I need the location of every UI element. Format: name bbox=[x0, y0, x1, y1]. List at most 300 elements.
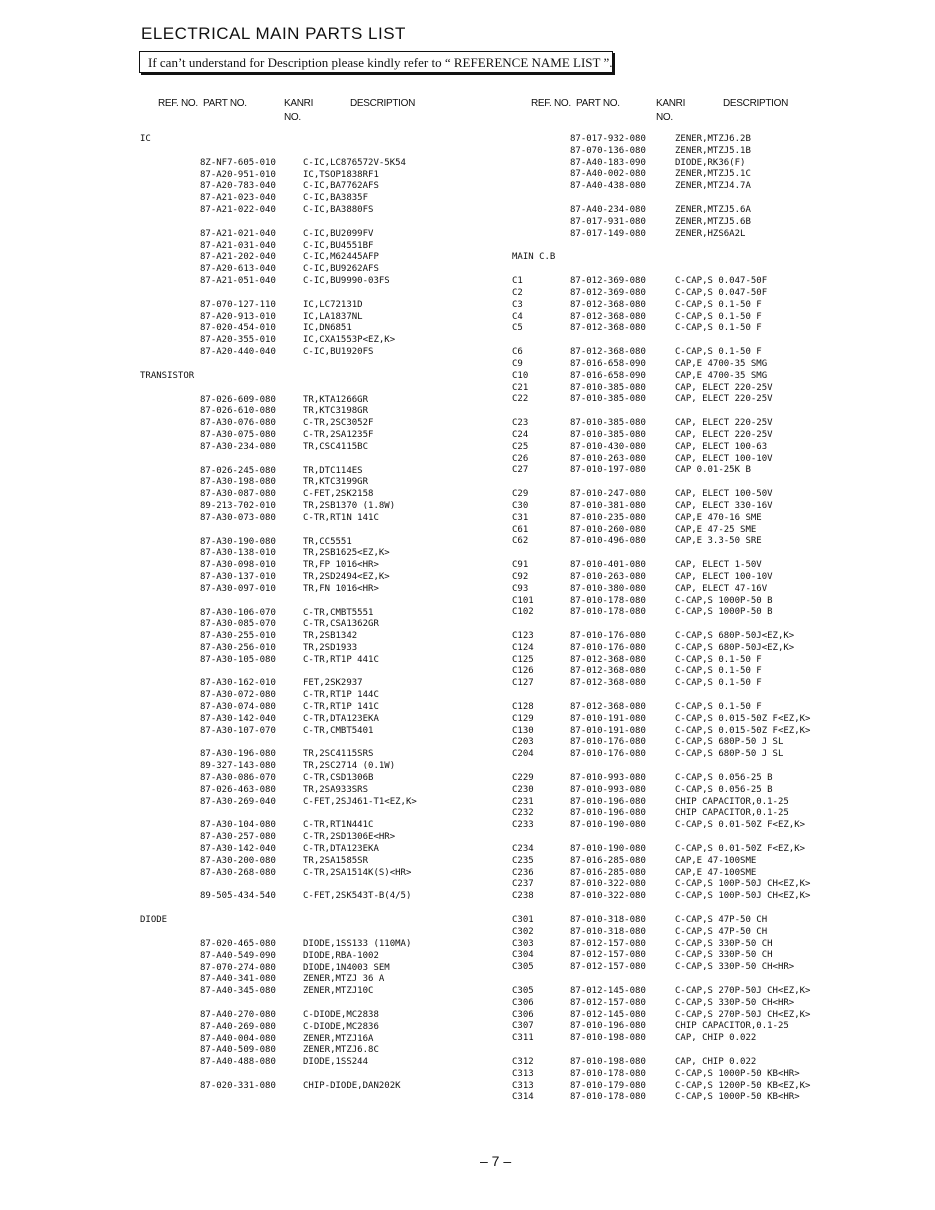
ref-no: C129 bbox=[512, 713, 534, 724]
part-row bbox=[512, 1057, 912, 1069]
description: IC,LA1837NL bbox=[303, 311, 363, 322]
description: ZENER,MTZJ6.2B bbox=[675, 134, 751, 144]
description: CAP, ELECT 1-50V bbox=[675, 560, 762, 571]
description: CAP,E 47-100SME bbox=[675, 867, 757, 878]
part-row bbox=[140, 264, 470, 276]
part-row bbox=[140, 205, 470, 217]
part-no: 87-A30-098-010 bbox=[200, 560, 276, 571]
part-no: 87-A20-355-010 bbox=[200, 335, 276, 346]
description: TR,2SD1933 bbox=[303, 642, 358, 653]
section-heading: TRANSISTOR bbox=[140, 370, 195, 381]
part-no: 87-010-176-080 bbox=[570, 631, 646, 642]
part-no: 87-010-385-080 bbox=[570, 394, 646, 405]
part-row bbox=[140, 939, 470, 951]
ref-no: C1 bbox=[512, 276, 523, 287]
part-row bbox=[512, 394, 912, 406]
section-heading: DIODE bbox=[140, 915, 168, 926]
description: C-FET,2SK543T-B(4/5) bbox=[303, 891, 412, 902]
part-no: 87-012-157-080 bbox=[570, 950, 646, 961]
ref-no: C101 bbox=[512, 595, 534, 606]
description: C-TR,2SC3052F bbox=[303, 418, 374, 429]
description: C-CAP,S 0.1-50 F bbox=[675, 323, 762, 334]
part-row bbox=[140, 702, 470, 714]
part-no: 87-A30-076-080 bbox=[200, 418, 276, 429]
ref-no: C204 bbox=[512, 749, 534, 760]
part-row bbox=[512, 430, 912, 442]
part-no: 87-A40-270-080 bbox=[200, 1010, 276, 1021]
description: C-CAP,S 0.1-50 F bbox=[675, 311, 762, 322]
description: ZENER,MTZJ5.1C bbox=[675, 169, 751, 180]
description: C-CAP,S 270P-50J CH<EZ,K> bbox=[675, 1009, 811, 1020]
description: CAP, CHIP 0.022 bbox=[675, 1057, 757, 1067]
part-no: 87-010-176-080 bbox=[570, 737, 646, 748]
part-no: 87-012-368-080 bbox=[570, 347, 646, 358]
part-no: 87-A40-002-080 bbox=[570, 169, 646, 180]
description: IC,CXA1553P<EZ,K> bbox=[303, 335, 396, 346]
description: CAP, ELECT 100-63 bbox=[675, 441, 768, 452]
part-no: 87-A21-021-040 bbox=[200, 228, 276, 239]
part-no: 87-A30-190-080 bbox=[200, 536, 276, 547]
part-no: 87-010-176-080 bbox=[570, 749, 646, 760]
part-no: 87-016-658-090 bbox=[570, 358, 646, 369]
part-row bbox=[140, 749, 470, 761]
part-no: 87-012-368-080 bbox=[570, 311, 646, 322]
part-row bbox=[512, 169, 912, 181]
part-row bbox=[512, 1021, 912, 1033]
part-no: 87-010-380-080 bbox=[570, 583, 646, 594]
part-no: 87-012-145-080 bbox=[570, 986, 646, 997]
part-row bbox=[512, 513, 912, 525]
part-no: 87-070-274-080 bbox=[200, 962, 276, 973]
ref-no: C307 bbox=[512, 1021, 534, 1032]
part-no: 87-A30-162-010 bbox=[200, 678, 276, 689]
description: IC,TSOP1838RF1 bbox=[303, 169, 379, 180]
part-row bbox=[140, 726, 470, 738]
part-row bbox=[512, 134, 912, 146]
description: C-CAP,S 680P-50 J SL bbox=[675, 749, 784, 760]
part-no: 87-010-178-080 bbox=[570, 595, 646, 606]
ref-no: C303 bbox=[512, 938, 534, 949]
description: DIODE,1SS244 bbox=[303, 1057, 369, 1068]
ref-no: C3 bbox=[512, 299, 523, 310]
part-no: 87-A30-142-040 bbox=[200, 713, 276, 724]
part-row bbox=[512, 347, 912, 359]
description: C-CAP,S 680P-50J<EZ,K> bbox=[675, 631, 795, 642]
part-row bbox=[140, 158, 470, 170]
description: C-CAP,S 100P-50J CH<EZ,K> bbox=[675, 879, 811, 890]
part-row bbox=[512, 536, 912, 548]
part-no: 87-010-178-080 bbox=[570, 607, 646, 618]
ref-no: C2 bbox=[512, 287, 523, 298]
description: ZENER,MTZJ10C bbox=[303, 986, 374, 997]
part-row bbox=[512, 868, 912, 880]
description: C-CAP,S 0.01-50Z F<EZ,K> bbox=[675, 844, 806, 855]
description: TR,2SD2494<EZ,K> bbox=[303, 571, 390, 582]
part-row bbox=[512, 323, 912, 335]
description: CHIP CAPACITOR,0.1-25 bbox=[675, 808, 789, 819]
description: ZENER,MTZJ 36 A bbox=[303, 974, 385, 985]
ref-no: C306 bbox=[512, 1009, 534, 1020]
part-no: 87-A21-051-040 bbox=[200, 275, 276, 286]
ref-no: C313 bbox=[512, 1080, 534, 1091]
description: ZENER,MTZJ16A bbox=[303, 1033, 374, 1044]
part-no: 87-A30-142-040 bbox=[200, 844, 276, 855]
ref-no: C26 bbox=[512, 453, 529, 464]
part-row bbox=[140, 312, 470, 324]
ref-no: C302 bbox=[512, 926, 534, 937]
part-row bbox=[140, 170, 470, 182]
part-row bbox=[512, 312, 912, 324]
description: C-CAP,S 330P-50 CH<HR> bbox=[675, 962, 795, 973]
part-no: 87-A30-107-070 bbox=[200, 725, 276, 736]
description: C-TR,RT1N441C bbox=[303, 820, 374, 831]
part-row bbox=[512, 891, 912, 903]
part-row bbox=[512, 726, 912, 738]
description: C-IC,BA7762AFS bbox=[303, 181, 379, 192]
part-no: 87-010-263-080 bbox=[570, 571, 646, 582]
description: TR,2SB1370 (1.8W) bbox=[303, 500, 396, 511]
description: ZENER,MTZJ5.1B bbox=[675, 145, 751, 156]
part-row bbox=[512, 950, 912, 962]
description: C-CAP,S 0.047-50F bbox=[675, 276, 768, 287]
description: TR,KTC3198GR bbox=[303, 406, 369, 417]
left-header-kanri: KANRI bbox=[284, 98, 314, 109]
description: TR,CC5551 bbox=[303, 536, 352, 547]
part-no: 87-010-191-080 bbox=[570, 713, 646, 724]
part-row bbox=[512, 1081, 912, 1093]
part-row bbox=[140, 548, 470, 560]
part-row bbox=[512, 737, 912, 749]
part-no: 87-010-381-080 bbox=[570, 500, 646, 511]
part-no: 87-A30-196-080 bbox=[200, 749, 276, 760]
part-no: 87-026-463-080 bbox=[200, 784, 276, 795]
part-row bbox=[140, 572, 470, 584]
description: ZENER,MTZJ6.8C bbox=[303, 1045, 379, 1056]
part-no: 87-010-263-080 bbox=[570, 453, 646, 464]
part-row bbox=[512, 146, 912, 158]
part-row bbox=[512, 927, 912, 939]
part-no: 87-A20-613-040 bbox=[200, 264, 276, 275]
description: ZENER,HZS6A2L bbox=[675, 228, 746, 239]
part-row bbox=[512, 158, 912, 170]
description: C-IC,BU1920FS bbox=[303, 346, 374, 357]
description: CAP, ELECT 220-25V bbox=[675, 418, 773, 429]
ref-no: C304 bbox=[512, 950, 534, 961]
ref-no: C314 bbox=[512, 1092, 534, 1103]
description: C-CAP,S 0.1-50 F bbox=[675, 347, 762, 358]
part-row bbox=[140, 430, 470, 442]
description: TR,CSC4115BC bbox=[303, 441, 369, 452]
page-number: – 7 – bbox=[480, 1153, 512, 1169]
part-row bbox=[140, 501, 470, 513]
part-row bbox=[512, 383, 912, 395]
description: C-TR,CSA1362GR bbox=[303, 619, 379, 630]
description: CAP, ELECT 220-25V bbox=[675, 382, 773, 393]
part-row bbox=[140, 418, 470, 430]
part-no: 87-010-190-080 bbox=[570, 820, 646, 831]
part-row bbox=[140, 1045, 470, 1057]
part-row bbox=[512, 501, 912, 513]
ref-no: C233 bbox=[512, 820, 534, 831]
ref-no: C203 bbox=[512, 737, 534, 748]
part-no: 87-026-245-080 bbox=[200, 465, 276, 476]
part-row bbox=[512, 371, 912, 383]
part-row bbox=[140, 655, 470, 667]
part-row bbox=[512, 962, 912, 974]
part-row bbox=[512, 998, 912, 1010]
part-row bbox=[512, 584, 912, 596]
part-row bbox=[512, 986, 912, 998]
description: C-CAP,S 47P-50 CH bbox=[675, 926, 768, 937]
description: C-TR,DTA123EKA bbox=[303, 713, 379, 724]
part-row bbox=[512, 217, 912, 229]
part-no: 87-A20-913-010 bbox=[200, 311, 276, 322]
part-no: 87-012-368-080 bbox=[570, 702, 646, 713]
part-row bbox=[140, 276, 470, 288]
ref-no: C128 bbox=[512, 702, 534, 713]
part-row bbox=[140, 761, 470, 773]
part-row bbox=[140, 1081, 470, 1093]
description: C-IC,LC876572V-5K54 bbox=[303, 157, 406, 168]
part-row bbox=[512, 856, 912, 868]
part-row bbox=[140, 619, 470, 631]
description: C-CAP,S 0.1-50 F bbox=[675, 666, 762, 677]
description: DIODE,1SS133 (110MA) bbox=[303, 939, 412, 950]
ref-no: C306 bbox=[512, 997, 534, 1008]
ref-no: C232 bbox=[512, 808, 534, 819]
description: CAP,E 470-16 SME bbox=[675, 512, 762, 523]
description: CAP,E 47-100SME bbox=[675, 855, 757, 866]
ref-no: C237 bbox=[512, 879, 534, 890]
part-no: 87-010-993-080 bbox=[570, 784, 646, 795]
part-row bbox=[512, 678, 912, 690]
description: C-CAP,S 0.1-50 F bbox=[675, 678, 762, 689]
description: C-CAP,S 47P-50 CH bbox=[675, 915, 768, 926]
part-no: 87-010-196-080 bbox=[570, 808, 646, 819]
description: C-CAP,S 0.047-50F bbox=[675, 287, 768, 298]
part-no: 87-012-368-080 bbox=[570, 678, 646, 689]
ref-no: C312 bbox=[512, 1057, 534, 1067]
part-no: 87-010-322-080 bbox=[570, 891, 646, 902]
part-row bbox=[140, 323, 470, 335]
part-row bbox=[512, 442, 912, 454]
part-row bbox=[512, 205, 912, 217]
part-row bbox=[512, 808, 912, 820]
part-row bbox=[512, 276, 912, 288]
part-row bbox=[512, 229, 912, 241]
description: C-TR,CMBT5401 bbox=[303, 725, 374, 736]
description: C-TR,CMBT5551 bbox=[303, 607, 374, 618]
part-row bbox=[140, 856, 470, 868]
ref-no: C234 bbox=[512, 844, 534, 855]
right-header-kanri-no: NO. bbox=[656, 112, 673, 123]
description: C-DIODE,MC2836 bbox=[303, 1021, 379, 1032]
right-parts-column bbox=[512, 134, 912, 1104]
description: CAP, ELECT 220-25V bbox=[675, 394, 773, 405]
part-row bbox=[140, 241, 470, 253]
description: CAP, CHIP 0.022 bbox=[675, 1033, 757, 1044]
part-row bbox=[512, 1092, 912, 1104]
part-no: 87-A21-031-040 bbox=[200, 240, 276, 251]
description: ZENER,MTZJ5.6B bbox=[675, 216, 751, 227]
description: CAP, ELECT 100-10V bbox=[675, 571, 773, 582]
part-no: 87-010-190-080 bbox=[570, 844, 646, 855]
part-row bbox=[512, 915, 912, 927]
section-heading: MAIN C.B bbox=[512, 252, 556, 263]
description: C-CAP,S 0.056-25 B bbox=[675, 773, 773, 784]
part-no: 87-026-609-080 bbox=[200, 394, 276, 405]
ref-no: C126 bbox=[512, 666, 534, 677]
ref-no: C102 bbox=[512, 607, 534, 618]
ref-no: C229 bbox=[512, 773, 534, 784]
ref-no: C230 bbox=[512, 784, 534, 795]
part-row bbox=[512, 939, 912, 951]
part-no: 87-A30-198-080 bbox=[200, 477, 276, 488]
part-no: 89-213-702-010 bbox=[200, 500, 276, 511]
part-no: 87-A21-202-040 bbox=[200, 252, 276, 263]
part-no: 87-026-610-080 bbox=[200, 406, 276, 417]
part-no: 87-010-993-080 bbox=[570, 773, 646, 784]
ref-no: C124 bbox=[512, 642, 534, 653]
description: CAP, ELECT 220-25V bbox=[675, 429, 773, 440]
part-no: 87-010-385-080 bbox=[570, 429, 646, 440]
description: ZENER,MTZJ5.6A bbox=[675, 204, 751, 215]
part-no: 87-A40-269-080 bbox=[200, 1021, 276, 1032]
description: C-TR,RT1P 141C bbox=[303, 702, 379, 713]
part-row bbox=[140, 986, 470, 998]
part-no: 87-012-157-080 bbox=[570, 938, 646, 949]
ref-no: C313 bbox=[512, 1068, 534, 1079]
part-row bbox=[140, 513, 470, 525]
description: TR,2SC2714 (0.1W) bbox=[303, 761, 396, 772]
ref-no: C6 bbox=[512, 347, 523, 358]
part-row bbox=[140, 181, 470, 193]
description: DIODE,RBA-1002 bbox=[303, 950, 379, 961]
right-header-description: DESCRIPTION bbox=[723, 98, 789, 109]
description: C-CAP,S 0.056-25 B bbox=[675, 784, 773, 795]
ref-no: C93 bbox=[512, 583, 529, 594]
part-no: 89-327-143-080 bbox=[200, 761, 276, 772]
part-no: 87-012-368-080 bbox=[570, 666, 646, 677]
part-no: 87-A30-256-010 bbox=[200, 642, 276, 653]
part-no: 87-A21-022-040 bbox=[200, 204, 276, 215]
part-no: 87-A21-023-040 bbox=[200, 193, 276, 204]
part-no: 87-012-369-080 bbox=[570, 287, 646, 298]
part-no: 87-012-368-080 bbox=[570, 323, 646, 334]
part-row bbox=[512, 359, 912, 371]
description: C-TR,2SD1306E<HR> bbox=[303, 832, 396, 843]
description: C-TR,CSD1306B bbox=[303, 773, 374, 784]
description: C-CAP,S 0.015-50Z F<EZ,K> bbox=[675, 713, 811, 724]
description: C-CAP,S 0.015-50Z F<EZ,K> bbox=[675, 725, 811, 736]
part-row bbox=[512, 785, 912, 797]
description: C-IC,BU4551BF bbox=[303, 240, 374, 251]
part-row bbox=[512, 300, 912, 312]
part-row bbox=[512, 797, 912, 809]
right-header-part-no: PART NO. bbox=[576, 98, 620, 109]
part-row bbox=[512, 879, 912, 891]
part-row bbox=[140, 773, 470, 785]
part-row bbox=[140, 1010, 470, 1022]
part-no: 87-010-197-080 bbox=[570, 465, 646, 476]
part-row bbox=[140, 690, 470, 702]
part-row bbox=[140, 537, 470, 549]
part-no: 87-A30-073-080 bbox=[200, 512, 276, 523]
description: C-FET,2SK2158 bbox=[303, 489, 374, 500]
part-row bbox=[512, 572, 912, 584]
part-no: 87-010-385-080 bbox=[570, 382, 646, 393]
part-row bbox=[140, 335, 470, 347]
description: CAP,E 3.3-50 SRE bbox=[675, 536, 762, 547]
ref-no: C305 bbox=[512, 962, 534, 973]
description: CAP,E 4700-35 SMG bbox=[675, 358, 768, 369]
description: TR,DTC114ES bbox=[303, 465, 363, 476]
part-no: 87-A30-269-040 bbox=[200, 796, 276, 807]
ref-no: C24 bbox=[512, 429, 529, 440]
part-no: 87-010-260-080 bbox=[570, 524, 646, 535]
part-no: 87-A30-138-010 bbox=[200, 548, 276, 559]
part-no: 87-A30-097-010 bbox=[200, 583, 276, 594]
section-heading-row bbox=[140, 371, 470, 383]
part-no: 87-012-157-080 bbox=[570, 997, 646, 1008]
part-no: 87-A20-440-040 bbox=[200, 346, 276, 357]
left-parts-column bbox=[140, 134, 470, 1093]
part-no: 87-010-198-080 bbox=[570, 1033, 646, 1044]
ref-no: C30 bbox=[512, 500, 529, 511]
ref-no: C125 bbox=[512, 654, 534, 665]
right-header-ref-no: REF. NO. bbox=[531, 98, 571, 109]
part-no: 87-016-285-080 bbox=[570, 867, 646, 878]
part-row bbox=[140, 714, 470, 726]
part-row bbox=[140, 797, 470, 809]
description: CHIP-DIODE,DAN202K bbox=[303, 1081, 401, 1091]
part-no: 87-A30-106-070 bbox=[200, 607, 276, 618]
ref-no: C91 bbox=[512, 560, 529, 571]
part-no: 87-020-465-080 bbox=[200, 939, 276, 950]
ref-no: C21 bbox=[512, 382, 529, 393]
part-no: 87-A30-105-080 bbox=[200, 654, 276, 665]
part-row bbox=[512, 702, 912, 714]
description: C-CAP,S 680P-50J<EZ,K> bbox=[675, 642, 795, 653]
left-header-part-no: PART NO. bbox=[203, 98, 247, 109]
description: CAP,E 4700-35 SMG bbox=[675, 370, 768, 381]
description: ZENER,MTZJ4.7A bbox=[675, 181, 751, 192]
part-row bbox=[512, 631, 912, 643]
ref-no: C31 bbox=[512, 512, 529, 523]
description: DIODE,1N4003 SEM bbox=[303, 962, 390, 973]
part-no: 87-A30-085-070 bbox=[200, 619, 276, 630]
part-no: 87-016-285-080 bbox=[570, 855, 646, 866]
left-header-description: DESCRIPTION bbox=[350, 98, 416, 109]
left-header-ref-no: REF. NO. bbox=[158, 98, 198, 109]
description: TR,KTC3199GR bbox=[303, 477, 369, 488]
part-row bbox=[140, 832, 470, 844]
ref-no: C127 bbox=[512, 678, 534, 689]
part-row bbox=[140, 1034, 470, 1046]
part-no: 87-010-179-080 bbox=[570, 1080, 646, 1091]
description: C-TR,RT1P 441C bbox=[303, 654, 379, 665]
part-row bbox=[512, 560, 912, 572]
description: C-IC,M62445AFP bbox=[303, 252, 379, 263]
part-no: 87-A30-234-080 bbox=[200, 441, 276, 452]
part-no: 87-010-235-080 bbox=[570, 512, 646, 523]
part-no: 87-012-145-080 bbox=[570, 1009, 646, 1020]
part-no: 87-A30-104-080 bbox=[200, 820, 276, 831]
part-row bbox=[512, 181, 912, 193]
part-row bbox=[140, 974, 470, 986]
description: IC,LC72131D bbox=[303, 299, 363, 310]
description: C-CAP,S 0.1-50 F bbox=[675, 299, 762, 310]
